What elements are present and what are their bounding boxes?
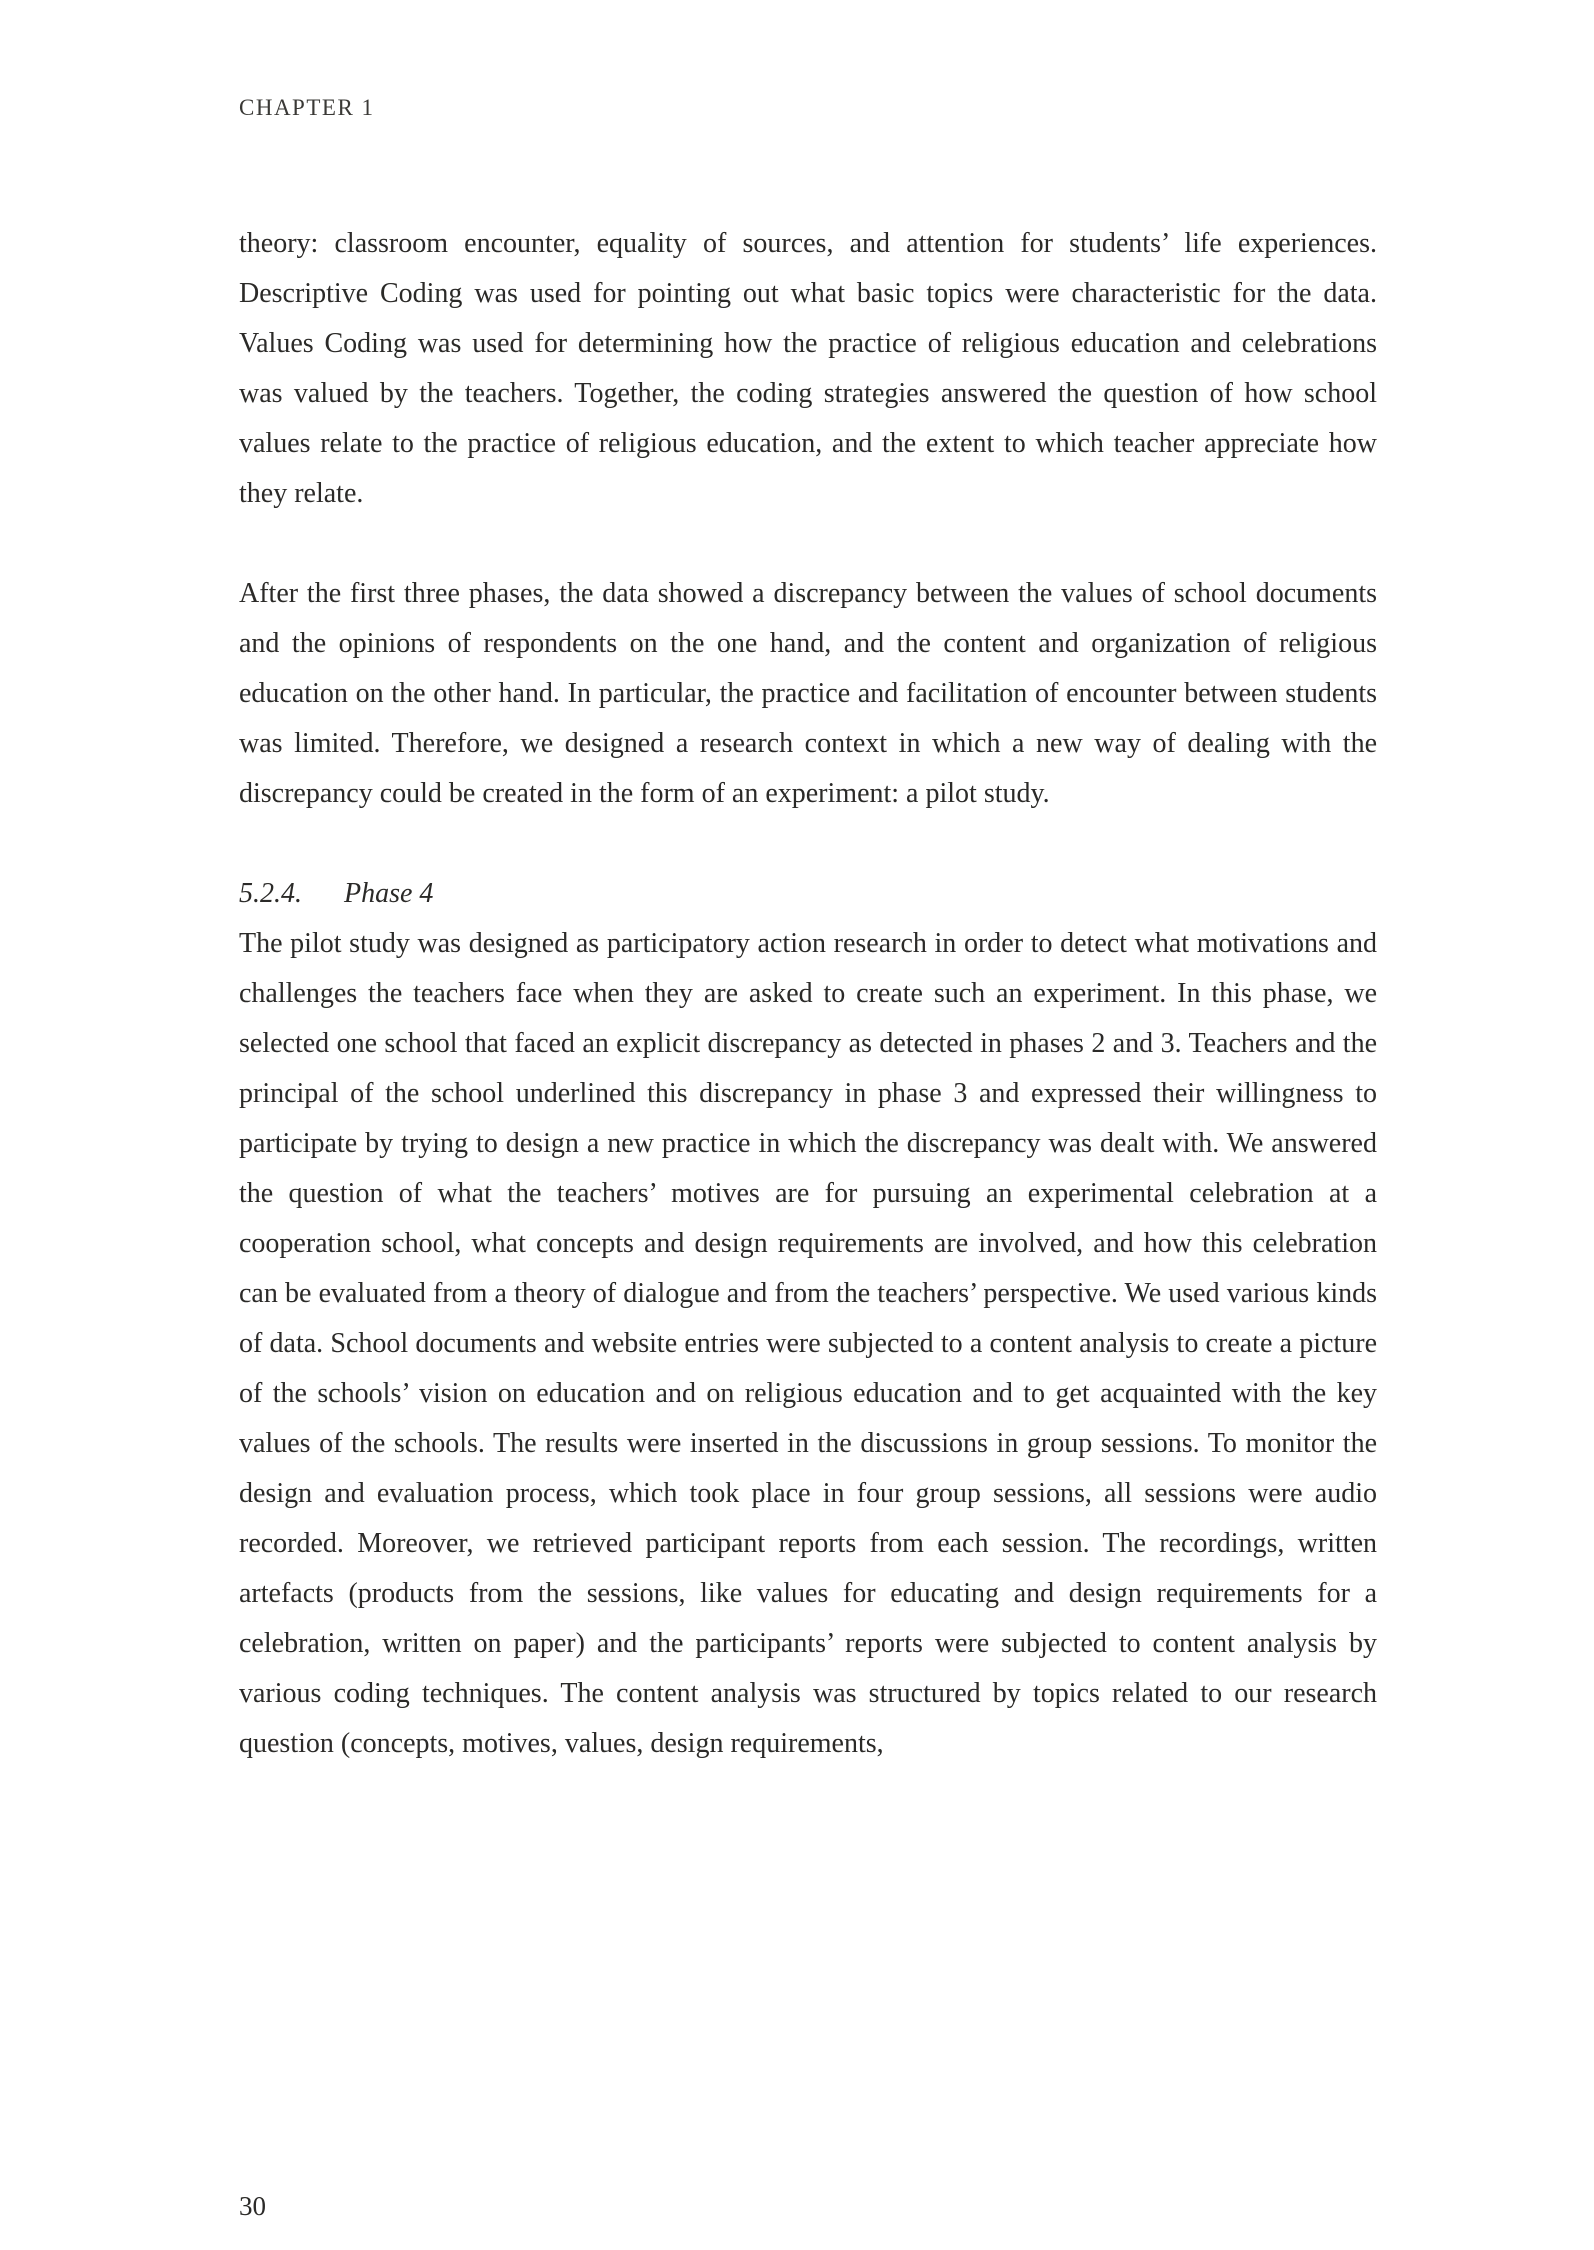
section-heading-phase-4 (239, 869, 1377, 919)
section-title: Phase 4 (344, 878, 434, 909)
page-number: 30 (239, 2191, 266, 2221)
paragraph-coding-strategies: theory: classroom encounter, equality of sources, and attention for students’ life experiences. Descriptive Coding was used for pointing out what basic topics were characteristic for the data. Values Coding was used for determining how the practice of religious education and celebrations was valued by the teachers. Together, the coding strategies answered the question of how school values relate to the practice of religious education, and the extent to which teacher appreciate how they relate. (239, 228, 1377, 509)
body-text (239, 219, 1377, 1769)
paragraph-discrepancy: After the first three phases, the data showed a discrepancy between the values of school documents and the opinions of respondents on the one hand, and the content and organization of religious education on the other hand. In particular, the practice and facilitation of encounter between students was limited. Therefore, we designed a research context in which a new way of dealing with the discrepancy could be created in the form of an experiment: a pilot study. (239, 578, 1377, 809)
section-number: 5.2.4. (239, 878, 302, 909)
paragraph-pilot-study: The pilot study was designed as participatory action research in order to detect what motivations and challenges the teachers face when they are asked to create such an experiment. In this phase, we selected one school that faced an explicit discrepancy as detected in phases 2 and 3. Teachers and the principal of the school underlined this discrepancy in phase 3 and expressed their willingness to participate by trying to design a new practice in which the discrepancy was dealt with. We answered the question of what the teachers’ motives are for pursuing an experimental celebration at a cooperation school, what concepts and design requirements are involved, and how this celebration can be evaluated from a theory of dialogue and from the teachers’ perspective. We used various kinds of data. School documents and website entries were subjected to a content analysis to create a picture of the schools’ vision on education and on religious education and to get acquainted with the key values of the schools. The results were inserted in the discussions in group sessions. To monitor the design and evaluation process, which took place in four group sessions, all sessions were audio recorded. Moreover, we retrieved participant reports from each session. The recordings, written artefacts (products from the sessions, like values for educating and design requirements for a celebration, written on paper) and the participants’ reports were subjected to content analysis by various coding techniques. The content analysis was structured by topics related to our research question (concepts, motives, values, design requirements, (239, 928, 1377, 1759)
chapter-header: CHAPTER 1 (239, 95, 375, 120)
